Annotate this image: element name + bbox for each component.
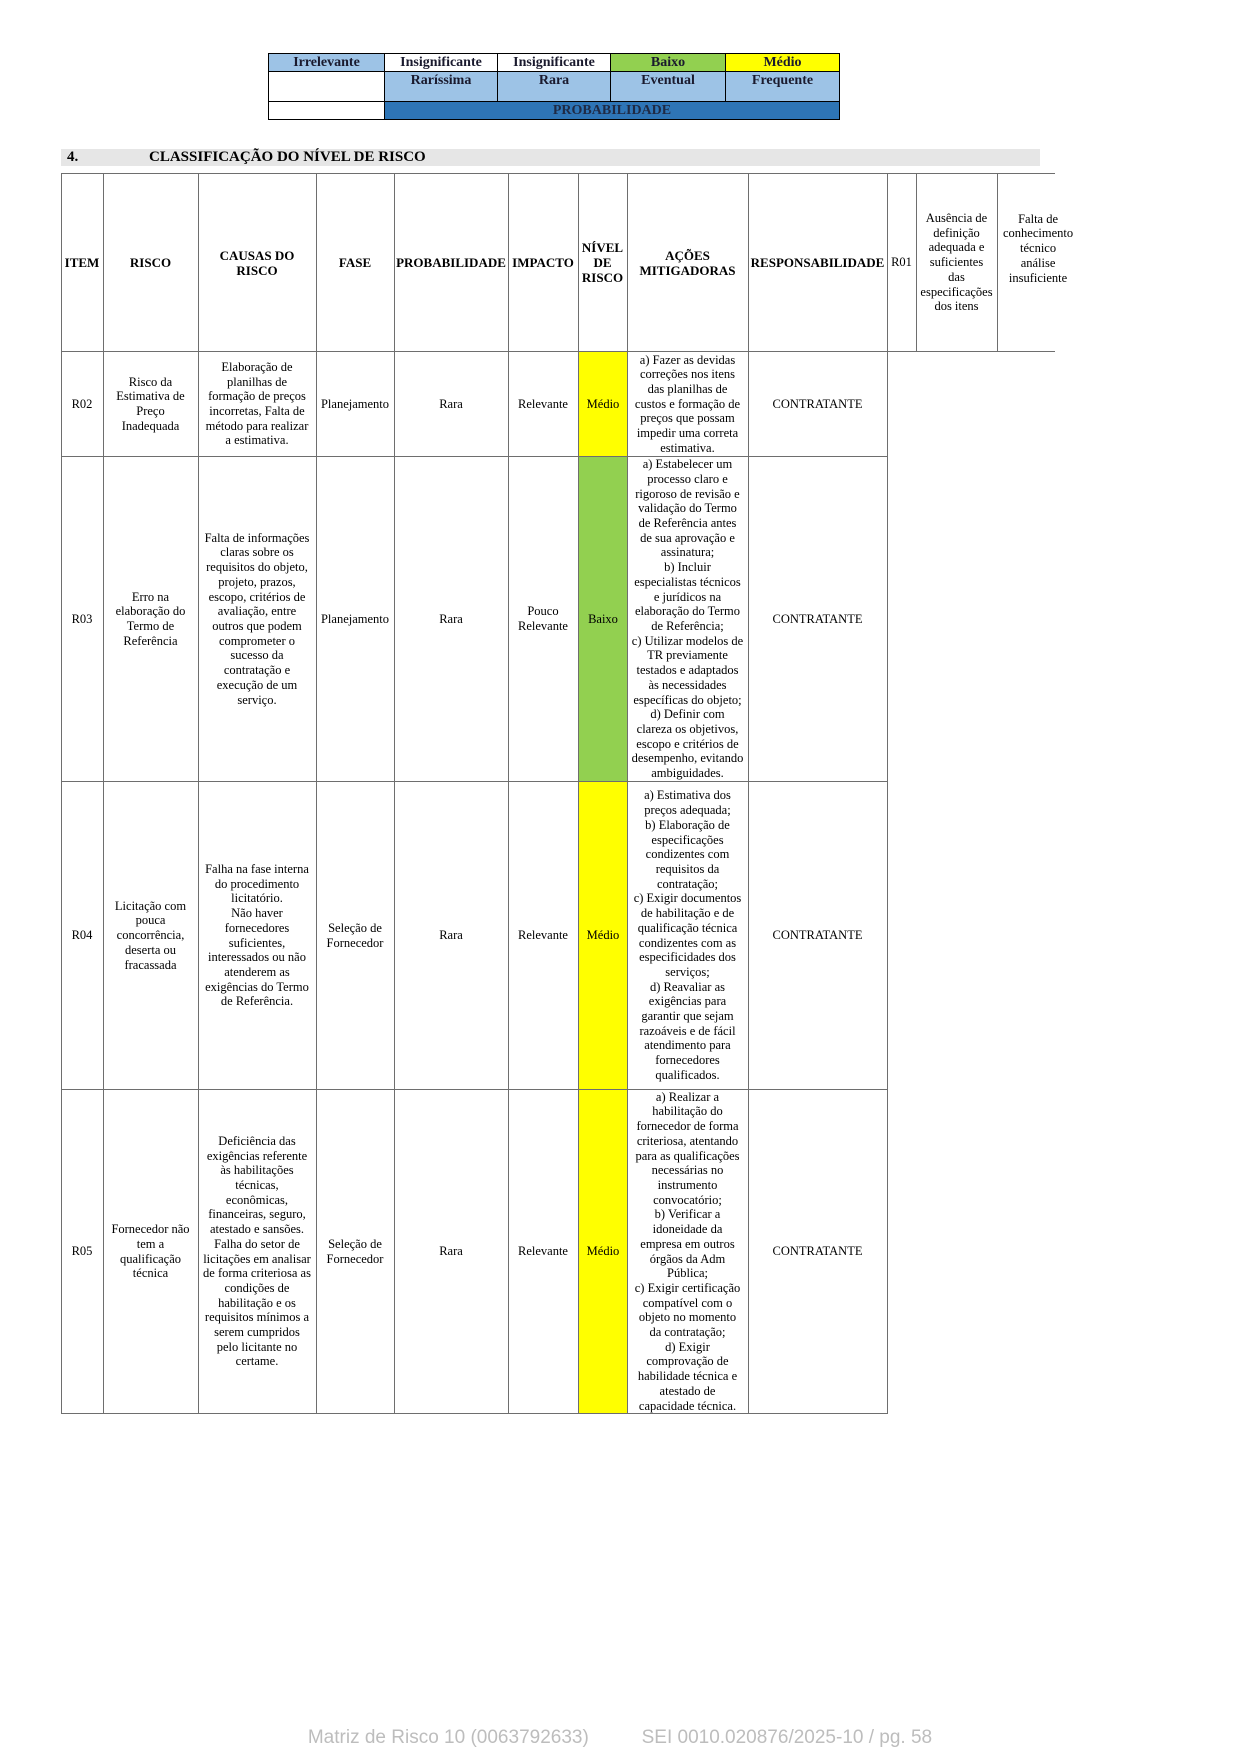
- page-footer: [0, 1727, 1240, 1749]
- row-acoes: a) Realizar a habilitação do fornecedor de forma criteriosa, atentando para as qualificações necessárias no instrumento convocatório; b) Verificar a idoneidade da empresa em outros órgãos da Adm Pública; c) Exigir certificação compatível com o objeto no momento da contratação; d) Exigir comprovação de habilidade técnica e atestado de capacidade técnica.: [634, 1089, 741, 1413]
- header-risco: RISCO: [129, 255, 172, 270]
- row-nivel-badge: Médio: [579, 782, 627, 1089]
- row-fase: Seleção de Fornecedor: [326, 1236, 384, 1266]
- row-risco: Erro na elaboração do Termo de Referência: [115, 589, 186, 648]
- row-impacto: Pouco Relevante: [518, 604, 568, 633]
- legend-insignificante-2: Insignificante: [497, 53, 611, 72]
- row-nivel-badge: Médio: [579, 1090, 627, 1413]
- legend-baixo: Baixo: [610, 53, 726, 72]
- legend-axis-blank: [268, 101, 385, 120]
- row-probabilidade: Rara: [439, 396, 463, 411]
- header-item: ITEM: [64, 255, 100, 270]
- footer-document-id: Matriz de Risco 10 (0063792633): [307, 1727, 589, 1748]
- overflow-risco: Ausência de definição adequada e suficientes das especificações dos itens: [920, 211, 993, 314]
- legend-eventual: Eventual: [610, 71, 726, 102]
- table-border: [61, 1413, 887, 1414]
- row-impacto: Relevante: [518, 928, 568, 943]
- row-probabilidade: Rara: [439, 1244, 463, 1259]
- legend-frequente: Frequente: [725, 71, 840, 102]
- row-probabilidade: Rara: [439, 611, 463, 626]
- overflow-causas: Falta de conhecimento técnico análise insuficiente: [1003, 211, 1074, 285]
- header-causas: CAUSAS DO RISCO: [219, 247, 295, 278]
- row-fase: Planejamento: [320, 611, 390, 626]
- header-nivel: NÍVEL DE RISCO: [581, 240, 624, 285]
- legend-medio: Médio: [725, 53, 840, 72]
- row-item: R03: [71, 611, 93, 626]
- header-fase: FASE: [338, 255, 372, 270]
- row-responsabilidade: CONTRATANTE: [772, 1244, 863, 1259]
- header-impacto: IMPACTO: [512, 255, 574, 270]
- row-risco: Licitação com pouca concorrência, deserta ou fracassada: [114, 898, 187, 972]
- row-responsabilidade: CONTRATANTE: [772, 396, 863, 411]
- row-acoes: a) Estabelecer um processo claro e rigoroso de revisão e validação do Termo de Referência antes de sua aprovação e assinatura; b) Incluir especialistas técnicos e jurídicos na elaboração do Termo de Referência; c) Utilizar modelos de TR previamente testados e adaptados às necessidades específicas do objeto; d) Definir com clareza os objetivos, escopo e critérios de desempenho, evitando ambiguidades.: [631, 457, 744, 781]
- row-fase: Planejamento: [320, 396, 390, 411]
- legend-irrelevante: Irrelevante: [268, 53, 385, 72]
- row-fase: Seleção de Fornecedor: [326, 920, 384, 950]
- section-title: CLASSIFICAÇÃO DO NÍVEL DE RISCO: [149, 149, 426, 165]
- row-item: R05: [71, 1244, 93, 1259]
- header-probabilidade: PROBABILIDADE: [396, 255, 506, 270]
- footer-sei-reference: SEI 0010.020876/2025-10 / pg. 58: [641, 1727, 933, 1748]
- row-causas: Falha na fase interna do procedimento licitatório. Não haver fornecedores suficientes, interessados ou não atenderem as exigências do Termo de Referência.: [205, 861, 309, 1009]
- header-responsabilidade: RESPONSABILIDADE: [750, 255, 885, 270]
- row-risco: Risco da Estimativa de Preço Inadequada: [116, 374, 185, 433]
- row-probabilidade: Rara: [439, 928, 463, 943]
- header-acoes: AÇÕES MITIGADORAS: [639, 247, 736, 278]
- table-border: [887, 173, 888, 1414]
- row-risco: Fornecedor não tem a qualificação técnica: [111, 1222, 190, 1281]
- row-causas: Falta de informações claras sobre os requisitos do objeto, projeto, prazos, escopo, critérios de avaliação, entre outros que podem comprometer o sucesso da contratação e execução de um serviço.: [204, 530, 310, 707]
- row-nivel-badge: Médio: [579, 352, 627, 456]
- section-number: 4.: [67, 149, 79, 165]
- row-causas: Deficiência das exigências referente às habilitações técnicas, econômicas, financeiras, seguro, atestado e sansões. Falha do setor de licitações em analisar de forma criteriosa as condições de habilitação e os requisitos mínimos a serem cumpridos pelo licitante no certame.: [203, 1133, 311, 1369]
- overflow-item: R01: [891, 255, 912, 270]
- row-impacto: Relevante: [518, 1244, 568, 1259]
- row-responsabilidade: CONTRATANTE: [772, 928, 863, 943]
- legend-rarissima: Raríssima: [384, 71, 498, 102]
- row-responsabilidade: CONTRATANTE: [772, 611, 863, 626]
- row-causas: Elaboração de planilhas de formação de preços incorretas, Falta de método para realizar a estimativa.: [205, 359, 309, 448]
- row-nivel-badge: Baixo: [579, 457, 627, 781]
- legend-rara: Rara: [497, 71, 611, 102]
- row-acoes: a) Fazer as devidas correções nos itens das planilhas de custos e formação de preços que possam impedir uma correta estimativa.: [634, 352, 741, 455]
- row-item: R02: [71, 396, 93, 411]
- row-acoes: a) Estimativa dos preços adequada; b) Elaboração de especificações condizentes com requisitos da contratação; c) Exigir documentos de habilitação e de qualificação técnica condizentes com as especificidades dos serviços; d) Reavaliar as exigências para garantir que sejam razoáveis e de fácil atendimento para fornecedores qualificados.: [633, 788, 742, 1082]
- legend-axis-label: PROBABILIDADE: [384, 101, 840, 120]
- legend-blank-cell: [268, 71, 385, 102]
- row-item: R04: [71, 928, 93, 943]
- row-impacto: Relevante: [518, 396, 568, 411]
- legend-insignificante-1: Insignificante: [384, 53, 498, 72]
